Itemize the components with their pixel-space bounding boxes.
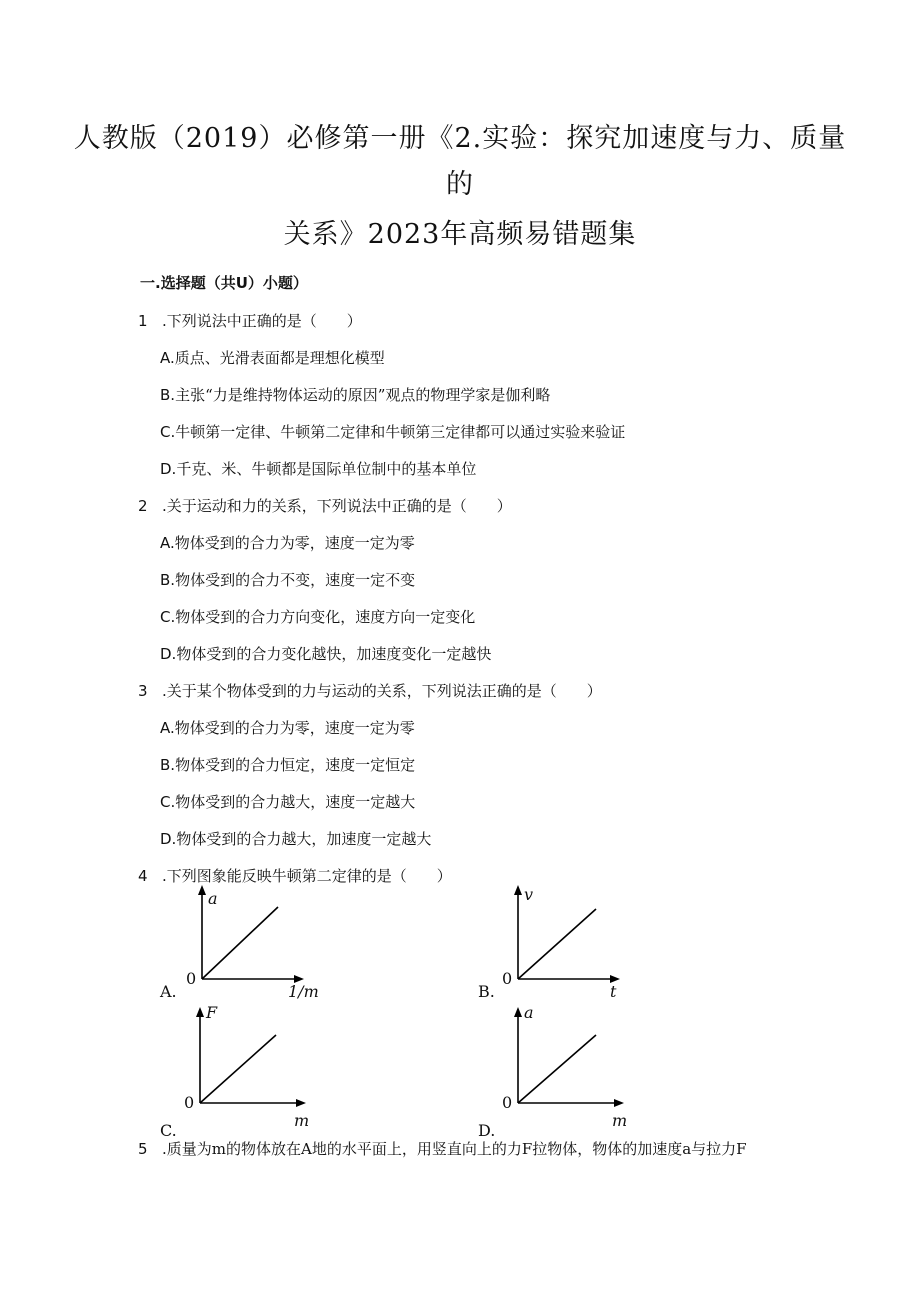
question-1-option-c: C.牛顿第一定律、牛顿第二定律和牛顿第三定律都可以通过实验来验证 [160,423,626,441]
question-2-option-b: B.物体受到的合力不变，速度一定不变 [160,571,416,589]
graph-option-label: A. [160,982,177,1001]
section-heading: 一.选择题（共U）小题） [140,274,308,292]
graph-option-label: C. [160,1121,177,1140]
graph-d-axes [478,1007,658,1137]
graph-c-axes [160,1007,340,1137]
question-1 [138,310,362,331]
question-3 [138,680,602,701]
question-1-option-b: B.主张“力是维持物体运动的原因”观点的物理学家是伽利略 [160,386,551,404]
graph-y-label: F [206,1003,218,1022]
question-text: .下列图象能反映牛顿第二定律的是（ ） [162,867,452,885]
question-5 [138,1138,747,1159]
question-1-option-a: A.质点、光滑表面都是理想化模型 [160,349,385,367]
question-3-option-b: B.物体受到的合力恒定，速度一定恒定 [160,756,416,774]
document-title-line-2: 的 [446,169,474,200]
question-2-option-c: C.物体受到的合力方向变化，速度方向一定变化 [160,608,476,626]
graph-x-label: 1/m [288,982,319,1001]
graph-a-line [202,907,278,979]
graph-option-b [478,885,658,1005]
graph-option-a [160,885,340,1005]
question-3-option-c: C.物体受到的合力越大，速度一定越大 [160,793,416,811]
document-title-line-3: 关系》2023年高频易错题集 [283,219,637,250]
graph-c-line [200,1035,276,1103]
question-1-option-d: D.千克、米、牛顿都是国际单位制中的基本单位 [160,460,477,478]
question-2-option-a: A.物体受到的合力为零，速度一定为零 [160,534,415,552]
question-number: 4 [138,867,148,885]
graph-origin-label: 0 [502,969,513,988]
question-number: 5 [138,1140,148,1158]
graph-x-label: t [610,982,617,1001]
question-4 [138,865,452,886]
question-text: .下列说法中正确的是（ ） [162,312,362,330]
question-number: 1 [138,312,148,330]
question-text: .关于运动和力的关系，下列说法中正确的是（ ） [162,497,512,515]
graph-origin-label: 0 [186,969,197,988]
question-text: .质量为m的物体放在A地的水平面上，用竖直向上的力F拉物体，物体的加速度a与拉力F [162,1140,747,1158]
graph-y-label: v [524,885,534,904]
question-3-option-a: A.物体受到的合力为零，速度一定为零 [160,719,415,737]
graph-option-label: B. [478,982,495,1001]
graph-option-d [478,1003,658,1140]
question-3-option-d: D.物体受到的合力越大，加速度一定越大 [160,830,432,848]
graph-d-line [518,1035,596,1103]
graph-y-label: a [524,1003,534,1022]
document-title-line-1: 人教版（2019）必修第一册《2.实验：探究加速度与力、质量 [73,123,847,154]
graph-option-c [160,1003,340,1140]
graph-origin-label: 0 [184,1093,195,1112]
question-2 [138,495,512,516]
graph-b-line [518,909,596,979]
graph-x-label: m [294,1111,310,1130]
question-number: 2 [138,497,148,515]
graph-x-label: m [612,1111,628,1130]
question-text: .关于某个物体受到的力与运动的关系，下列说法正确的是（ ） [162,682,602,700]
question-number: 3 [138,682,148,700]
graph-option-label: D. [478,1121,496,1140]
question-2-option-d: D.物体受到的合力变化越快，加速度变化一定越快 [160,645,492,663]
graph-origin-label: 0 [502,1093,513,1112]
graph-y-label: a [208,889,218,908]
